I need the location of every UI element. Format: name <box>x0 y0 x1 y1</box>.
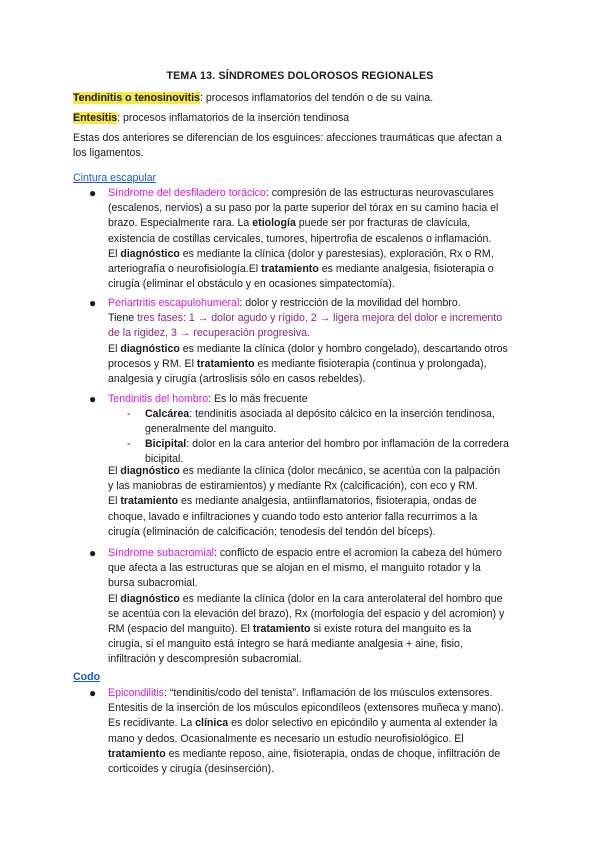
paragraph-tendinitis-detail: El diagnóstico es mediante la clínica (dolor mecánico, se acentúa con la palpación y las maniobras de estiramientos) y mediante Rx (calcificación), con eco y RM. El tratamiento es mediante analgesia, antiinflamatorios, fisioterapia, ondas de choque, lavado e infiltraciones y cuando todo esto anterior falla recurrimos a la cirugía (eliminación de calcificación; tenodesis del tendón del bíceps). <box>108 465 501 538</box>
section-heading-codo: Codo <box>73 671 101 683</box>
bullet-icon: ● <box>89 686 97 700</box>
definition-tendinitis: Tendinitis o tenosinovitis: procesos inflamatorios del tendón o de su vaina. <box>73 92 434 104</box>
term-tendinitis: Tendinitis o tenosinovitis <box>73 92 200 104</box>
bullet-icon: ● <box>89 546 97 560</box>
sub-item-bicipital: Bicipital: dolor en la cara anterior del hombro por inflamación de la corredera bicipital. <box>145 438 509 466</box>
list-item-epicondilitis: Epicondilitis: “tendinitis/codo del tenista”. Inflamación de los músculos extensores. Entesitis de la inserción de los músculos epicondíleos (extensores muñeca y mano). Es recidivante. La clínica es dolor selectivo en epicóndilo y aumenta al extender la mano y dedos. Ocasionalmente es necesario un estudio neurofisiológico. El tratamiento es mediante reposo, aine, fisioterapia, ondas de choque, infiltración de corticoides y cirugía (desinserción). <box>108 687 504 776</box>
page-title: TEMA 13. SÍNDROMES DOLOROSOS REGIONALES <box>166 70 434 82</box>
list-item-subacromial: Síndrome subacromial: conflicto de espacio entre el acromion la cabeza del húmero que afecta a las estructuras que se alojan en el mismo, el manguito rotador y la bursa subacromial. El diagnóstico es mediante la clínica (dolor en la cara anterolateral del hombro que se acentúa con la elevación del brazo), Rx (morfología del espacio y del acromion) y RM (espacio del manguito). El tratamiento si existe rotura del manguito es la cirugía, si el manguito está íntegro se hará mediante analgesia + aine, fisio, infiltración y descompresión subacromial. <box>108 547 505 666</box>
dash-icon: - <box>127 438 131 450</box>
list-item-periartritis: Periartritis escapulohumeral: dolor y restricción de la movilidad del hombro. Tiene tres fases: 1 → dolor agudo y rígido, 2 → ligera mejora del dolor e incremento de la rigidez, 3 → recuperación progresiva. El diagnóstico es mediante la clínica (dolor y hombro congelado), descartando otros procesos y RM. El tratamiento es mediante fisioterapia (continua y prolongada), analgesia y cirugía (artroslisis sólo en casos rebeldes). <box>108 297 508 386</box>
sub-item-calcarea: Calcárea: tendinitis asociada al depósito cálcico en la inserción tendinosa, generalmente del manguito. <box>145 408 495 436</box>
list-item-tendinitis-hombro: Tendinitis del hombro: Es lo más frecuente <box>108 393 308 405</box>
list-item-desfiladero: Síndrome del desfiladero torácico: compresión de las estructuras neurovasculares (escalenos, nervios) a su paso por la parte superior del tórax en su camino hacia el brazo. Especialmente rara. La etiología puede ser por fracturas de clavícula, existencia de costillas cervicales, tumores, hipertrofia de escalenos o inflamación. El diagnóstico es mediante la clínica (dolor y parestesias), exploración, Rx o RM, arteriografía o neurofisiología.El tratamiento es mediante analgesia, fisioterapia o cirugía (eliminar el obstáculo y en ocasiones simpatectomía). <box>108 187 499 291</box>
dash-icon: - <box>127 408 131 420</box>
term-entesitis: Entesitis <box>73 112 118 124</box>
bullet-icon: ● <box>89 296 97 310</box>
bullet-icon: ● <box>89 186 97 200</box>
bullet-icon: ● <box>89 392 97 406</box>
section-heading-cintura: Cintura escapular <box>73 172 157 184</box>
definition-entesitis: Entesitis: procesos inflamatorios de la inserción tendinosa <box>73 112 350 124</box>
paragraph-difference: Estas dos anteriores se diferencian de los esguinces: afecciones traumáticas que afectan a los ligamentos. <box>73 132 502 160</box>
